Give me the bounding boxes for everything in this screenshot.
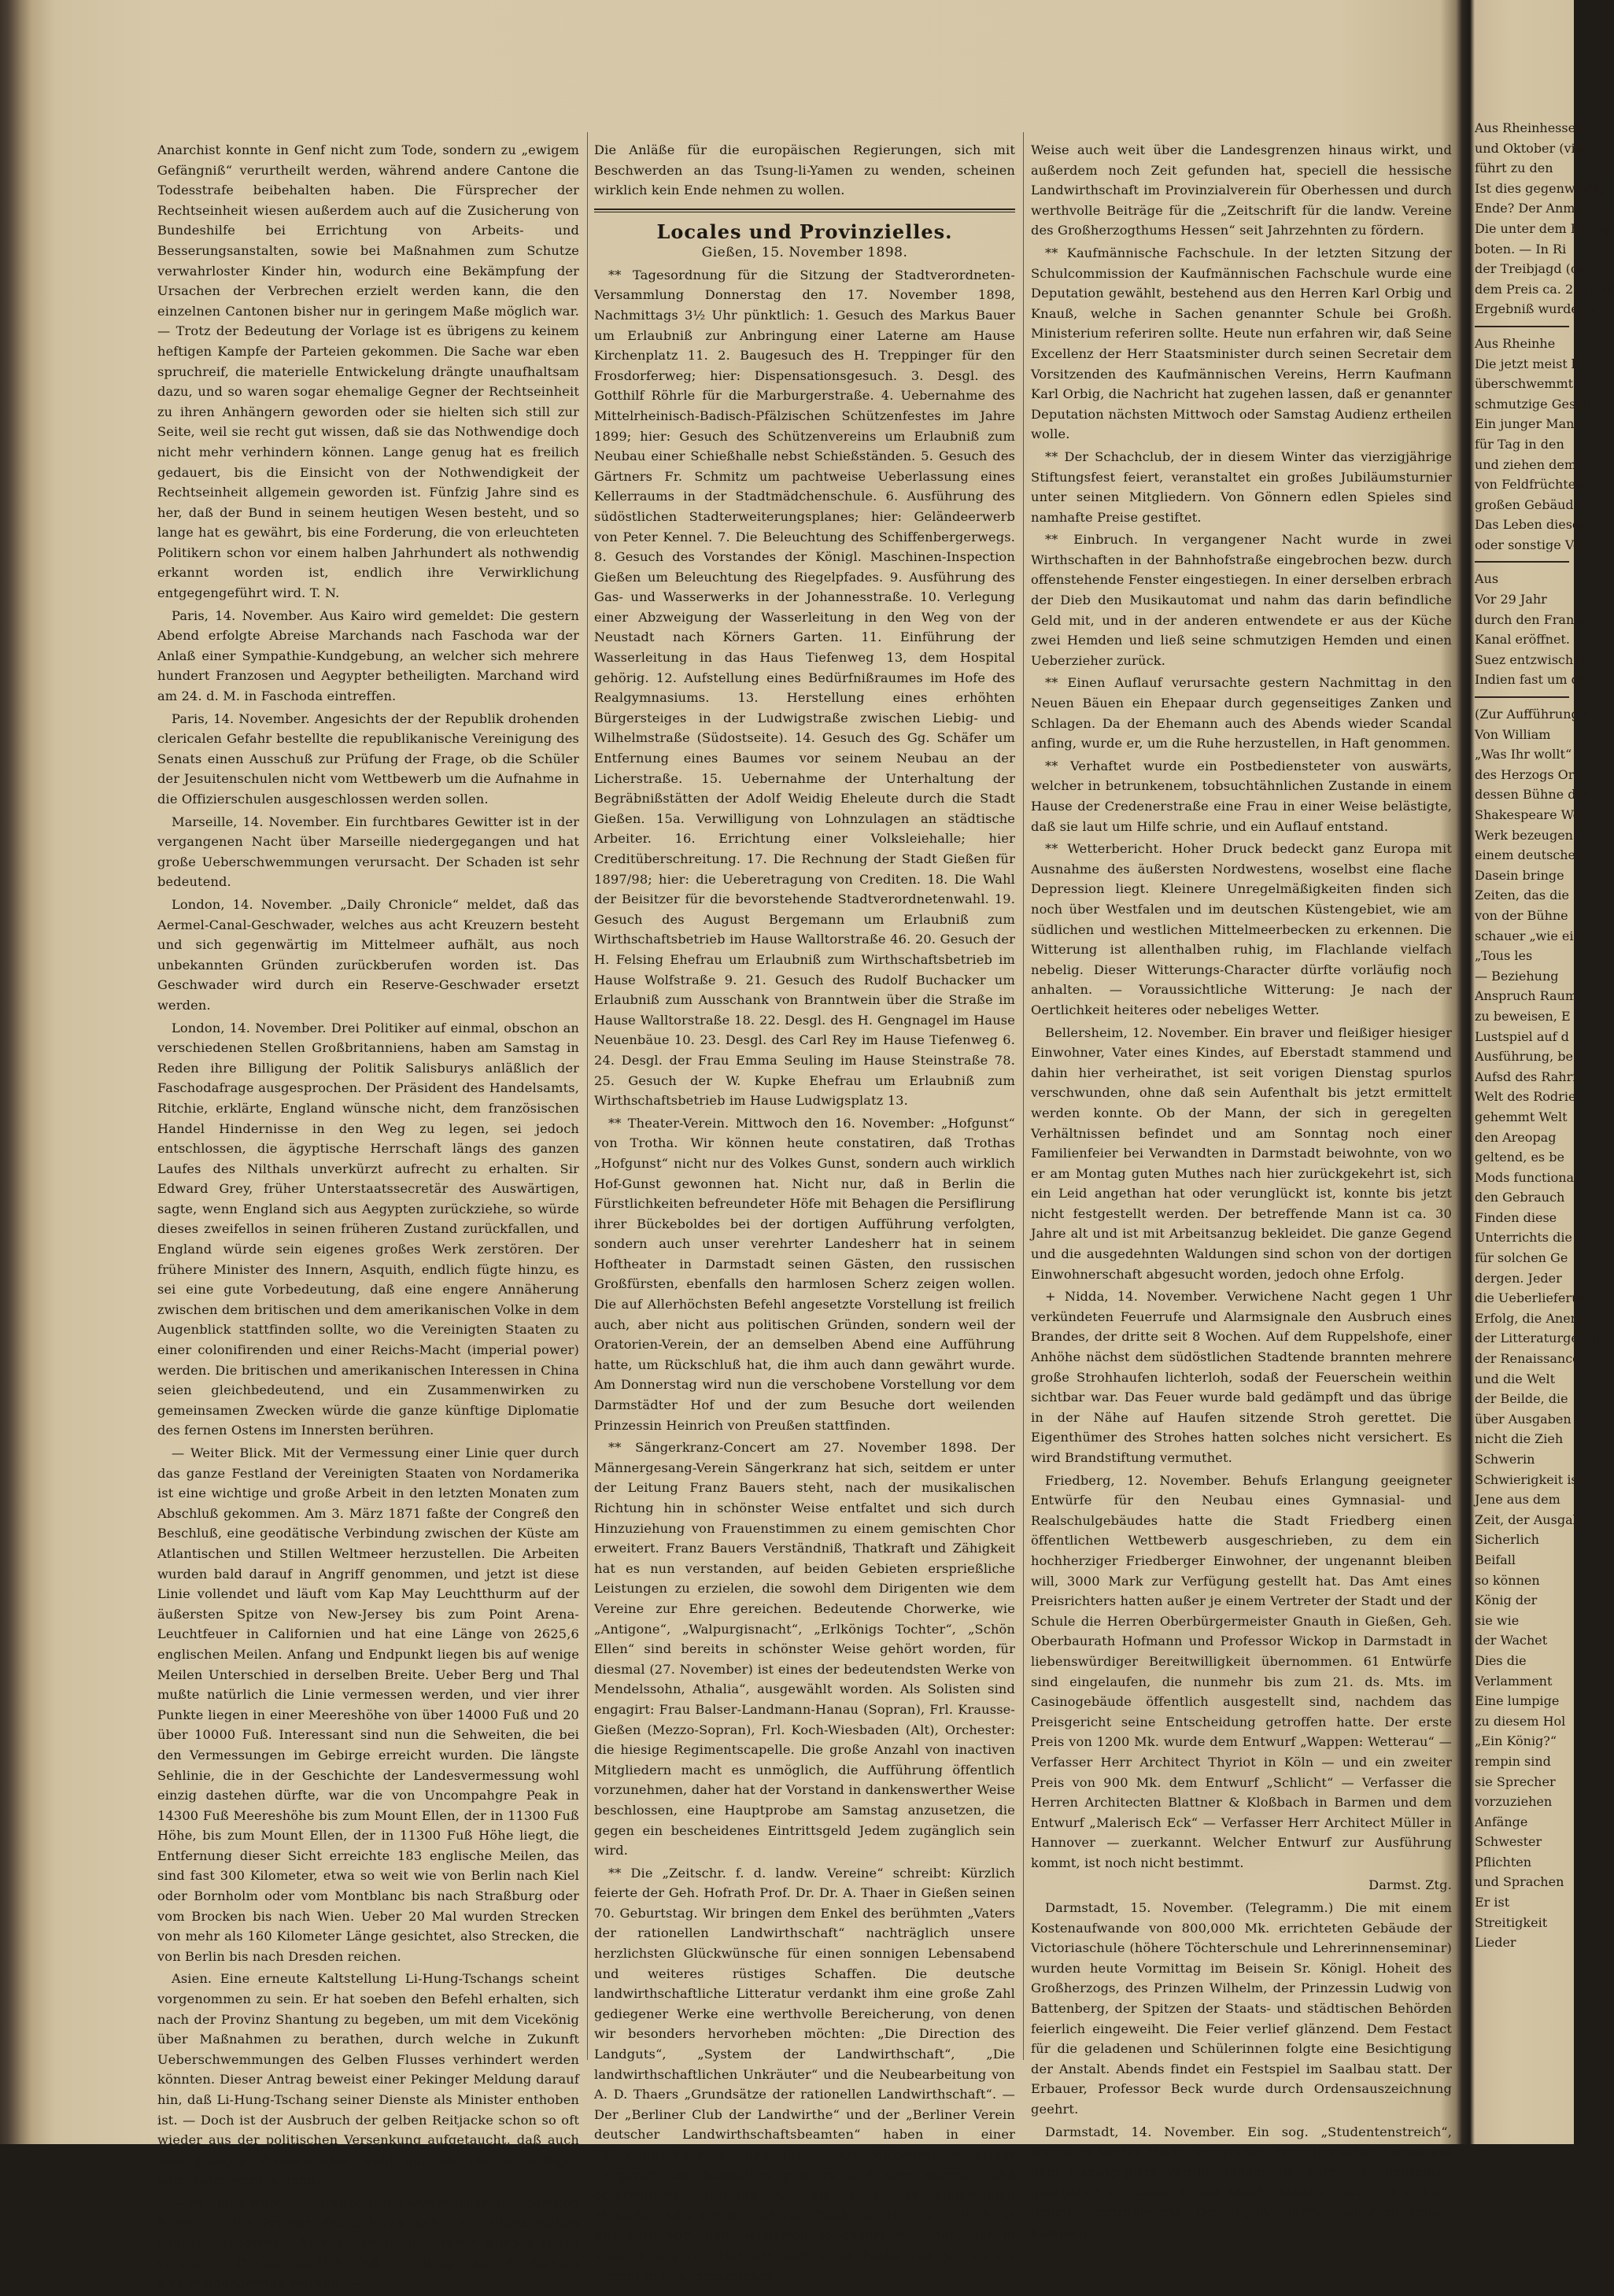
dateline: Gießen, 15. November 1898. [701, 244, 908, 260]
text-fragment: Anfänge [1475, 1814, 1528, 1829]
text-fragment: „Ein König?“ [1475, 1733, 1557, 1749]
article-paragraph: ** Einbruch. In vergangener Nacht wurde in zwei Wirthschaften in der Bahnhofstraße eingebrochen bezw. durch offenstehende Fenster eingestiegen. In einer derselben erbrach der Dieb den Musikautomat und nahm das darin befindliche Geld mit, und in der anderen entwendete er aus der Küche zwei Hemden und ließ seine schmutzigen Hemden und einen Ueberzieher zurück. [1031, 532, 1452, 668]
text-fragment: Von William [1475, 726, 1551, 742]
text-fragment: Unterrichts die [1475, 1230, 1572, 1246]
section-title: Locales und Provinzielles. [656, 220, 953, 243]
text-fragment: Dies die [1475, 1652, 1527, 1668]
adjacent-page-fragment [1475, 118, 1614, 1953]
text-fragment: der Beilde, die [1475, 1391, 1568, 1407]
text-fragment: „Tous les [1475, 948, 1533, 964]
text-fragment: Shakespeare Wert [1475, 807, 1592, 822]
column-3 [1031, 140, 1452, 2245]
text-fragment: — Beziehung [1475, 968, 1559, 984]
text-fragment: Finden diese [1475, 1209, 1557, 1225]
text-fragment: Streitigkeit [1475, 1914, 1548, 1930]
text-fragment: für Tag in den [1475, 436, 1564, 452]
article-paragraph: Paris, 14. November. Angesichts der der Republik drohenden clericalen Gefahr bestellte die republikanische Vereinigung des Senats einen Ausschuß zur Prüfung der Frage, ob die Schüler der Jesuitenschulen nicht vom Wettbewerb um die Aufnahme in die Offizierschulen ausgeschlossen werden sollen. [157, 711, 579, 807]
text-fragment: Schwierigkeit ist [1475, 1471, 1583, 1487]
text-fragment: Sicherlich [1475, 1532, 1539, 1548]
text-fragment: König der [1475, 1593, 1538, 1608]
text-fragment: von der Bühne [1475, 907, 1568, 923]
text-fragment: Kanal eröffnet. [1475, 632, 1570, 648]
article-paragraph: ** Verhaftet wurde ein Postbediensteter von auswärts, welcher in betrunkenem, tobsuchtähnlichen Zustande in einem Hause der Credenerstraße eine Frau in einer Weise belästigte, daß sie laut um Hilfe schrie, und ein Auflauf entstand. [1031, 758, 1452, 834]
text-fragment: nicht die Zieh [1475, 1431, 1564, 1447]
article-paragraph: ** Sängerkranz-Concert am 27. November 1898. Der Männergesang-Verein Sängerkranz hat sich, seitdem er unter der Leitung Franz Bauers steht, nach der musikalischen Richtung hin in schönster Weise entfaltet und sich durch Hinzuziehung von Frauenstimmen zu einem gemischten Chor erweitert. Franz Bauers Verständniß, Thatkraft und Zähigkeit hat es nun verstanden, auf beiden Gebieten ersprießliche Leistungen zu erzielen, die sowohl dem Dirigenten wie dem Vereine zur Ehre gereichen. Bedeutende Chorwerke, wie „Antigone“, „Walpurgisnacht“, „Erlkönigs Tochter“, „Schön Ellen“ sind bereits in schönster Weise gehört worden, für diesmal (27. November) ist eines der bedeutendsten Werke von Mendelssohn, Athalia“, ausgewählt worden. Als Solisten sind engagirt: Frau Balser-Landmann-Hanau (Sopran), Frl. Krausse-Gießen (Mezzo-Sopran), Frl. Koch-Wiesbaden (Alt), Orchester: die hiesige Regimentscapelle. Die große Anzahl von inactiven Mitgliedern macht es unmöglich, die Aufführung öffentlich vorzunehmen, daher hat der Vorstand in dankenswerther Weise beschlossen, eine Hauptprobe am Samstag anzusetzen, die gegen ein bescheidenes Eintrittsgeld Jedem zugänglich sein wird. [594, 1440, 1015, 1859]
text-fragment: sie Sprecher [1475, 1774, 1556, 1789]
text-fragment: schauer „wie ein [1475, 928, 1582, 943]
article-continuation: Die Anläße für die europäischen Regierungen, sich mit Beschwerden an das Tsung-li-Yamen zu wenden, scheinen wirklich kein Ende nehmen zu wollen. [594, 142, 1015, 198]
text-fragment: die Ueberlieferung [1475, 1290, 1596, 1306]
column-separator [587, 132, 588, 2060]
text-fragment: Suez entzwischen [1475, 652, 1589, 667]
text-fragment: schmutzige Gesell [1475, 396, 1591, 412]
text-fragment: dessen Bühne der [1475, 787, 1590, 803]
text-fragment: Mods functiona [1475, 1169, 1575, 1185]
text-fragment: und ziehen dem [1475, 456, 1576, 472]
text-fragment: Die jetzt meist b [1475, 356, 1580, 371]
text-fragment: überschwemmt. [1475, 376, 1578, 392]
text-fragment: des Herzogs Orsi [1475, 766, 1585, 782]
text-fragment: Ist dies gegenwärtig [1475, 180, 1606, 196]
text-fragment: Erfolg, die Anerk [1475, 1310, 1584, 1326]
article-paragraph: London, 14. November. Drei Politiker auf einmal, obschon an verschiedenen Stellen Großbritanniens, haben am Samstag in Reden ihre Billigung der Politik Salisburys anläßlich der Faschodafrage ausgesprochen. Der Präsident des Handelsamts, Ritchie, erklärte, England wünsche nicht, dem französischen Handel Hindernisse in den Weg zu legen, sei jedoch entschlossen, die ägyptische Herrschaft längs des ganzen Laufes des Nilthals unverkürzt aufrecht zu erhalten. Sir Edward Grey, früher Unterstaatssecretär des Auswärtigen, sagte, wenn England sich aus Aegypten zurückziehe, so würde dieses zweifellos in seinen früheren Zustand zurückfallen, und England würde sein eigenes großes Werk zerstören. Der frühere Minister des Innern, Asquith, endlich fügte hinzu, es sei eine gute Vorbedeutung, daß eine engere Annäherung zwischen dem britischen und dem amerikanischen Volke in dem Augenblick stattfinden sollte, wo die Vereinigten Staaten zu einer colonifirenden und einer Reichs-Macht (imperial power) werden. Die britischen und amerikanischen Interessen in China seien gleichbedeutend, und ein Zusammenwirken zu gemeinsamen Zwecken würde die ganze künftige Diplomatie des fernen Ostens im Innersten berühren. [157, 1020, 579, 1438]
column-rule [1475, 561, 1569, 563]
text-fragment: Aus Rheinhe [1475, 335, 1556, 351]
text-fragment: der Litteraturgesch [1475, 1331, 1601, 1346]
text-fragment: Werk bezeugen [1475, 827, 1573, 843]
text-fragment: führt zu den [1475, 161, 1553, 176]
column-2 [594, 140, 1015, 2288]
text-fragment: und Oktober (viel [1475, 140, 1587, 156]
article-paragraph: Asien. Eine erneute Kaltstellung Li-Hung-Tschangs scheint vorgenommen zu sein. Er hat soeben den Befehl erhalten, sich nach der Provinz Shantung zu begeben, um mit dem Vicekönig über Maßnahmen zu berathen, durch welche in Zukunft Ueberschwemmungen des Gelben Flusses verhindert werden könnten. Dieser Antrag beweist einer Pekinger Meldung darauf hin, daß Li-Hung-Tschang seiner Dienste als Minister enthoben ist. — Doch ist der Ausbruch der gelben Reitjacke schon so oft wieder aus der politischen Versenkung aufgetaucht, daß auch sein jetziges Verschwinden wohl nur als ein zeitweiliges betrachtet werden kann. [157, 1971, 579, 2188]
text-fragment: und Sprachen [1475, 1874, 1564, 1890]
text-fragment: Pflichten [1475, 1854, 1532, 1870]
text-fragment: sie wie [1475, 1612, 1520, 1628]
text-fragment: gehemmt Welt [1475, 1109, 1568, 1124]
article-paragraph: Bellersheim, 12. November. Ein braver und fleißiger hiesiger Einwohner, Vater eines Kindes, auf Eberstadt stammend und dahin hier verheirathet, ist seit vorigen Dienstag spurlos verschwunden, ohne daß sein Aufenthalt bis jetzt ermittelt werden konnte. Ob der Mann, der sich in geregelten Verhältnissen befindet und am Sonntag noch einer Familienfeier bei Verwandten in Darmstadt beiwohnte, von wo er am Montag guten Muthes nach hier zurückgekehrt ist, sich ein Leid angethan hat oder verunglückt ist, konnte bis jetzt nicht festgestellt werden. Der betreffende Mann ist ca. 30 Jahre alt und ist mit Arbeitsanzug bekleidet. Die ganze Gegend und die ausgedehnten Waldungen sind schon von der dortigen Einwohnerschaft abgesucht worden, jedoch ohne Erfolg. [1031, 1024, 1452, 1282]
text-fragment: Vor 29 Jahr [1475, 592, 1547, 607]
column-rule [1475, 696, 1569, 698]
text-fragment: den Gebrauch [1475, 1190, 1565, 1205]
article-paragraph: ** Die „Zeitschr. f. d. landw. Vereine“ schreibt: Kürzlich feierte der Geh. Hofrath Prof. Dr. Dr. A. Thaer in Gießen seinen 70. Geburtstag. Wir bringen dem Enkel des berühmten „Vaters der rationellen Landwirthschaft“ nachträglich unsere herzlichsten Glückwünsche für einen sonnigen Lebensabend und weiteres rüstiges Schaffen. Die deutsche landwirthschaftliche Litteratur verdankt ihm eine große Zahl gediegener Werke eine werthvolle Bereicherung, von denen wir besonders hervorheben möchten: „Die Direction des Landguts“, „System der Landwirthschaft“, „Die landwirthschaftlichen Unkräuter“ und die Neubearbeitung von A. D. Thaers „Grundsätze der rationellen Landwirthschaft“. — Der „Berliner Club der Landwirthe“ und der „Berliner Verein deutscher Landwirthschaftsbeamten“ haben in einer Glückwunschadresse den Jubilar als Mitbegründer dieser Corporationen besonders gefeiert und sein warmes und opferwilliges Eintreten für die Ziele der allgemeinen Menschenliebe mit besonderem Danke anerkannt. — Es freut uns aufrichtig, den Gefeierten so geehrt zu sehen, der in unserer engeren Heimath seit einer Reihe von Jahren als Dozent in so segensreicher [594, 1865, 1015, 2283]
text-fragment: „Was Ihr wollt“ [1475, 747, 1572, 762]
article-paragraph: Weise auch weit über die Landesgrenzen hinaus wirkt, und außerdem noch Zeit gefunden hat, speciell die hessische Landwirthschaft im Provinzialverein für Oberhessen und durch werthvolle Beiträge für die „Zeitschrift für die landw. Vereine des Großherzogthums Hessen“ seit Jahrzehnten zu fördern. [1031, 142, 1452, 238]
text-fragment: großen Gebäuder [1475, 496, 1587, 512]
article-paragraph: ** Theater-Verein. Mittwoch den 16. November: „Hofgunst“ von Trotha. Wir können heute constatiren, daß Trothas „Hofgunst“ nicht nur des Volkes Gunst, sondern auch wirklich Hof-Gunst gewonnen hat. Nicht nur, daß in Berlin die Fürstlichkeiten befreundeter Höfe mit Behagen die Persiflirung ihrer Bückeboldes bei der dortigen Aufführung verfolgten, sondern auch unser verehrter Landesherr hat in seinem Hoftheater in Darmstadt seinen Gästen, den russischen Großfürsten, ebenfalls den harmlosen Scherz zeigen wollen. Die auf Allerhöchsten Befehl angesetzte Vorstellung ist freilich auch, aber nicht aus politischen Gründen, sondern weil der Oratorien-Verein, der an demselben Abend eine Aufführung hatte, um Rückschluß hat, die ihm auch dann gewährt wurde. Am Donnerstag wird nun die verschobene Vorstellung vor dem Darmstädter Hof und der zum Besuche dort weilenden Prinzessin Heinrich von Preußen stattfinden. [594, 1115, 1015, 1433]
text-fragment: Zeiten, das die [1475, 888, 1569, 903]
text-fragment: vorzuziehen [1475, 1794, 1553, 1810]
text-fragment: Das Leben dieser [1475, 517, 1586, 533]
article-paragraph: ** Tagesordnung für die Sitzung der Stadtverordneten-Versammlung Donnerstag den 17. November 1898, Nachmittags 3½ Uhr pünktlich: 1. Gesuch des Markus Bauer um Erlaubniß zur Anbringung einer Laterne am Hause Kirchenplatz 11. 2. Baugesuch des H. Treppinger für den Frosdorferweg; hier: Dispensationsgesuch. 3. Desgl. des Gotthilf Röhrle für die Marburgerstraße. 4. Uebernahme des Mittelrheinisch-Badisch-Pfälzischen Schützenfestes im Jahre 1899; hier: Gesuch des Schützenvereins um Erlaubniß zum Neubau einer Schießhalle nebst Schießständen. 5. Gesuch des Gärtners Fr. Schmitz um pachtweise Ueberlassung eines Kellerraums in der Stadtmädchenschule. 6. Ausführung des südöstlichen Stadterweiterungsplanes; hier: Geländeerwerb von Peter Kennel. 7. Die Beleuchtung des Schiffenbergerwegs. 8. Gesuch des Vorstandes der Königl. Maschinen-Inspection Gießen um Beleuchtung des Riegelpfades. 9. Ausführung des Gas- und Wasserwerks in der Johannesstraße. 10. Verlegung einer Abzweigung der Wasserleitung in den Weg von der Neustadt nach Körners Garten. 11. Einführung der Wasserleitung in das Haus Tiefenweg 13, dem Hospital gehörig. 12. Aufstellung eines Bedürfnißraumes im Hofe des Realgymnasiums. 13. Herstellung eines erhöhten Bürgersteiges in der Ludwigstraße zwischen Liebig- und Wilhelmstraße (Südostseite). 14. Gesuch des Gg. Schäfer um Entfernung eines Baumes vor seinem Neubau an der Licherstraße. 15. Uebernahme der Unterhaltung der Begräbnißstätten der Adolf Weidig Eheleute durch die Stadt Gießen. 15a. Verwilligung von Lohnzulagen an städtische Arbeiter. 16. Errichtung einer Volksleiehalle; hier Creditüberschreitung. 17. Die Rechnung der Stadt Gießen für 1897/98; hier: die Ueberetragung von Crediten. 18. Die Wahl der Beisitzer für die bevorstehende Stadtverordnetenwahl. 19. Gesuch des August Bergemann um Erlaubniß zum Wirthschaftsbetrieb im Hause Walltorstraße 46. 20. Gesuch der H. Felsing Ehefrau um Erlaubniß zum Wirthschaftsbetrieb im Hause Wolfstraße 9. 21. Gesuch des Rudolf Buchacker um Erlaubniß zum Ausschank von Branntwein über die Straße im Hause Walltorstraße 18. 22. Desgl. des H. Gengnagel im Hause Neuenbäue 10. 23. Desgl. des Carl Rey im Hause Tiefenweg 6. 24. Desgl. der Frau Emma Seuling im Hause Steinstraße 78. 25. Gesuch der W. Kupke Ehefrau um Erlaubniß zum Wirthschaftsbetrieb im Hause Ludwigsplatz 13. [594, 267, 1015, 1109]
text-fragment: dem Preis ca. 2000 M [1475, 281, 1614, 297]
text-fragment: Verlamment [1475, 1673, 1553, 1689]
article-paragraph: — In China wurde die französische wissenschaftliche Mission Bonin in der Provinz Sze-tschwan nahe der tibetanischen Grenze angegriffen. Vier annamitische Träger wurden leicht verwundet. Die an dem Ueberfall schuldtragenden Mandarinen sind festgenommen worden. — [157, 2194, 579, 2291]
text-fragment: Lustspiel auf d [1475, 1028, 1569, 1044]
text-fragment: von Feldfrüchten [1475, 477, 1584, 493]
column-separator [1023, 132, 1024, 2060]
article-paragraph: Marseille, 14. November. Ein furchtbares Gewitter ist in der vergangenen Nacht über Marseille niedergegangen und hat große Ueberschwemmungen verursacht. Der Schaden ist sehr bedeutend. [157, 814, 579, 890]
text-fragment: Indien fast um die [1475, 672, 1591, 688]
article-paragraph: ** Kaufmännische Fachschule. In der letzten Sitzung der Schulcommission der Kaufmännischen Fachschule wurde eine Deputation gewählt, bestehend aus den Herren Karl Orbig und Knauß, welche in Sachen genannter Schule bei Großh. Ministerium referiren sollte. Heute nun erfahren wir, daß Seine Excellenz der Herr Staatsminister durch seinen Secretair dem Vorsitzenden des Kaufmännischen Vereins, Herrn Kaufmann Karl Orbig, die Nachricht hat zugehen lassen, daß er genannter Deputation nächsten Mittwoch oder Samstag Audienz ertheilen wolle. [1031, 245, 1452, 442]
text-fragment: Ende? Der Anmeld [1475, 201, 1595, 216]
text-fragment: so können [1475, 1572, 1540, 1588]
article-paragraph: Darmstadt, 15. November. (Telegramm.) Die mit einem Kostenaufwande von 800,000 Mk. errichteten Gebäude der Victoriaschule (höhere Töchterschule und Lehrerinnenseminar) wurden heute Vormittag im Beisein Sr. Königl. Hoheit des Großherzogs, des Prinzen Wilhelm, der Prinzessin Ludwig von Battenberg, der Spitzen der Staats- und städtischen Behörden feierlich eingeweiht. Die Feier verlief glänzend. Dem Festact für die geladenen und Schülerinnen folgte eine Besichtigung der Anstalt. Abends findet ein Festspiel im Saalbau statt. Der Erbauer, Professor Beck wurde durch Ordensauszeichnung geehrt. [1031, 1900, 1452, 2117]
text-fragment: Beifall [1475, 1552, 1516, 1567]
column-1 [157, 140, 579, 2296]
article-paragraph: Darmstadt, 14. November. Ein sog. „Studentenstreich“, wurde in letzter Nacht am großen Arnheiter'schen Laden auf dem Ludwigsplatz verübt, indem ein Karren in denselben geschoben und dieser in den Abschlußladen geschoben und die Scheibe zertrümmerte. Der „Spaß“ dürfte theuer zu stehen kommen. [1031, 2124, 1452, 2240]
text-fragment: Lieder [1475, 1935, 1516, 1951]
article-paragraph: Anarchist konnte in Genf nicht zum Tode, sondern zu „ewigem Gefängniß“ verurtheilt werden, während andere Cantone die Todesstrafe beibehalten haben. Die Fürsprecher der Rechtseinheit wiesen außerdem auch auf die Zusicherung von Bundeshilfe bei Errichtung von Arbeits- und Besserungsanstalten, sowie bei Maßnahmen zum Schutze verwahrloster Kinder hin, wodurch eine Bekämpfung der Ursachen der Verbrechen erzielt werden kann, die den einzelnen Cantonen bisher nur in geringem Maße möglich war. — Trotz der Bedeutung der Vorlage ist es übrigens zu keinem heftigen Kampfe der Parteien gekommen. Die Sache war eben spruchreif, die materielle Entwickelung drängte unaufhaltsam dazu, und so waren sogar ehemalige Gegner der Rechtseinheit zu ihren Anhängern geworden oder sie hielten sich still zur Seite, weil sie recht gut wissen, daß sie das Nothwendige doch nicht mehr verhindern können. Lange genug hat es freilich gedauert, bis die Einsicht von der Nothwendigkeit der Rechtseinheit allgemein geworden ist. Fünfzig Jahre sind es her, daß der Bund in seinem heutigen Wesen besteht, und so lange hat es gewährt, bis eine Forderung, die von erleuchteten Politikern schon vor einem halben Jahrhundert als nothwendig erkannt worden ist, endlich ihre Verwirklichung entgegengeführt wird. T. N. [157, 142, 579, 601]
text-fragment: durch den Franzos [1475, 611, 1595, 627]
article-paragraph: ** Einen Auflauf verursachte gestern Nachmittag in den Neuen Bäuen ein Ehepaar durch gegenseitiges Zanken und Schlagen. Da der Ehemann auch des Abends wieder Scandal anfing, wurde er, um die Ruhe herzustellen, in Haft genommen. [1031, 675, 1452, 751]
article-paragraph: ** Wetterbericht. Hoher Druck bedeckt ganz Europa mit Ausnahme des äußersten Nordwestens, woselbst eine flache Depression liegt. Kleinere Unregelmäßigkeiten finden sich noch über Westfalen und im deutschen Küstengebiet, wie am südlichen und westlichen Mittelmeerbecken zu erkennen. Die Witterung ist allenthalben ruhig, im Flachlande vielfach nebelig. Dieser Witterungs-Character dürfte vorläufig noch anhalten. — Voraussichtliche Witterung: Je nach der Oertlichkeit heiteres oder nebeliges Wetter. [1031, 841, 1452, 1017]
text-fragment: oder sonstige Vol [1475, 537, 1585, 552]
text-fragment: der Treibjagd (ca [1475, 261, 1586, 277]
article-paragraph: + Nidda, 14. November. Verwichene Nacht gegen 1 Uhr verkündeten Feuerrufe und Alarmsignale den Ausbruch eines Brandes, der dritte seit 8 Wochen. Auf dem Ruppelshofe, einer Anhöhe nächst dem südöstlichen Stadtende brannten mehrere große Strohhaufen lichterloh, sodaß der Feuerschein weithin sichtbar war. Das Feuer wurde bald gedämpft und das übrige in der Nähe auf Haufen sitzende Stroh gerettet. Die Eigenthümer des Strohes hatten solches nicht versichert. Es wird Brandstiftung vermuthet. [1031, 1289, 1452, 1465]
text-fragment: Ergebniß wurde in [1475, 301, 1595, 317]
text-fragment: Aus Rheinhessen [1475, 120, 1584, 135]
column-rule [1475, 326, 1569, 327]
text-fragment: Aus [1475, 571, 1499, 587]
text-fragment: der Renaissance [1475, 1351, 1580, 1367]
text-fragment: Ein junger Mann [1475, 416, 1583, 432]
section-rule [594, 209, 1015, 212]
text-fragment: Eine lumpige [1475, 1693, 1560, 1709]
text-fragment: Aufsd des Rahrie [1475, 1069, 1584, 1084]
text-fragment: Anspruch Raum [1475, 988, 1578, 1004]
text-fragment: Schwerin [1475, 1452, 1535, 1467]
column-2-body [594, 265, 1015, 2286]
article-paragraph: Darmst. Ztg. [1368, 1877, 1452, 1893]
text-fragment: (Zur Aufführung de [1475, 707, 1599, 722]
text-fragment: für solchen Ge [1475, 1250, 1568, 1266]
text-fragment: rempin sind [1475, 1753, 1551, 1769]
text-fragment: zu diesem Hol [1475, 1713, 1566, 1729]
text-fragment: einem deutschen [1475, 847, 1584, 863]
text-fragment: Jene aus dem [1475, 1492, 1560, 1508]
text-fragment: Schwester [1475, 1834, 1542, 1850]
text-fragment: Zeit, der Ausgab [1475, 1512, 1581, 1527]
article-paragraph: ** Der Schachclub, der in diesem Winter das vierzigjährige Stiftungsfest feiert, veranstaltet ein großes Jubiläumsturnier unter seinen Mitgliedern. Von Gönnern edlen Spieles sind namhafte Preise gestiftet. [1031, 448, 1452, 525]
article-paragraph: Paris, 14. November. Aus Kairo wird gemeldet: Die gestern Abend erfolgte Abreise Marchands nach Faschoda war der Anlaß einer Sympathie-Kundgebung, an welcher sich mehrere hundert Franzosen und Aegypter betheiligten. Marchand wird am 24. d. M. in Faschoda eintreffen. [157, 607, 579, 704]
text-fragment: und die Welt [1475, 1371, 1556, 1386]
text-fragment: Er ist [1475, 1895, 1510, 1910]
article-paragraph: — Weiter Blick. Mit der Vermessung einer Linie quer durch das ganze Festland der Vereinigten Staaten von Nordamerika ist eine wichtige und große Arbeit in den letzten Monaten zum Abschluß gekommen. Am 3. März 1871 faßte der Congreß den Beschluß, eine geodätische Verbindung zwischen der Küste am Atlantischen und Stillen Weltmeer herzustellen. Die Arbeiten wurden bald darauf in Angriff genommen, und jetzt ist diese Linie vollendet und läuft vom Kap May Leuchtthurm auf der äußersten Spitze von New-Jersey bis zum Point Arena-Leuchtfeuer in Californien und hat eine Länge von 2625,6 englischen Meilen. Anfang und Endpunkt liegen bis auf wenige Meilen Unterschied in derselben Breite. Ueber Berg und Thal mußte natürlich die Linie vermessen werden, und vier ihrer Punkte liegen in einer Meereshöhe von über 14000 Fuß und 20 über 10000 Fuß. Interessant sind nun die Sehweiten, die bei den Vermessungen im Gebirge erreicht wurden. Die längste Sehlinie, die in der Geschichte der Landesvermessung wohl einzig dastehen dürfte, war die von Uncompahgre Peak in 14300 Fuß Meereshöhe bis zum Mount Ellen, der in 11300 Fuß Höhe, bis zum Mount Ellen, der in 11300 Fuß Höhe liegt, die Entfernung dieser Sicht erreichte 183 englische Meilen, das sind fast 300 Kilometer, etwa so weit wie von Berlin nach Kiel oder Bornholm oder vom Montblanc bis nach Straßburg oder vom Brocken bis nach Wien. Ueber 20 Mal wurden Strecken von mehr als 160 Kilometer Länge gesichtet, also Strecken, die von Berlin bis nach Dresden reichen. [157, 1445, 579, 1964]
article-paragraph: London, 14. November. „Daily Chronicle“ meldet, daß das Aermel-Canal-Geschwader, welches aus acht Kreuzern besteht und sich gegenwärtig im Mittelmeer aufhält, aus noch unbekannten Gründen zurückberufen worden ist. Das Geschwader wird durch ein Reserve-Geschwader ersetzt werden. [157, 896, 579, 1013]
text-fragment: geltend, es be [1475, 1150, 1564, 1165]
text-fragment: zu beweisen, E [1475, 1008, 1571, 1024]
text-fragment: Welt des Rodrie [1475, 1089, 1576, 1105]
text-fragment: Ausführung, be [1475, 1049, 1573, 1065]
text-fragment: Die unter dem Bezug [1475, 220, 1610, 236]
text-fragment: über Ausgaben [1475, 1411, 1572, 1427]
text-fragment: dergen. Jeder [1475, 1270, 1562, 1286]
article-paragraph: Friedberg, 12. November. Behufs Erlangung geeigneter Entwürfe für den Neubau eines Gymnasial- und Realschulgebäudes hatte die Stadt Friedberg einen öffentlichen Wettbewerb ausgeschrieben, zu dem ein hochherziger Friedberger Einwohner, der ungenannt bleiben will, 3000 Mark zur Verfügung gestellt hat. Das Amt eines Preisrichters hatten außer je einem Vertreter der Stadt und der Schule die Herren Oberbürgermeister Gnauth in Gießen, Geh. Oberbaurath Hofmann und Professor Wickop in Darmstadt in liebenswürdiger Bereitwilligkeit übernommen. 61 Entwürfe sind eingelaufen, die nunmehr bis zum 21. ds. Mts. im Casinogebäude öffentlich ausgestellt sind, nachdem das Preisgericht seine Entscheidung getroffen hatte. Der erste Preis von 1200 Mk. wurde dem Entwurf „Wappen: Wetterau“ — Verfasser Herr Architect Thyriot in Köln — und ein zweiter Preis von 900 Mk. dem Entwurf „Schlicht“ — Verfasser die Herren Architecten Blattner & Kloßbach in Barmen und dem Entwurf „Malerisch Eck“ — Verfasser Herr Architect Müller in Hannover — zuerkannt. Welcher Entwurf zur Ausführung kommt, ist noch nicht bestimmt. [1031, 1472, 1452, 1870]
text-fragment: boten. — In Ri [1475, 241, 1567, 257]
text-fragment: der Wachet [1475, 1633, 1548, 1648]
text-fragment: den Areopag [1475, 1129, 1557, 1145]
text-fragment: Dasein bringe [1475, 867, 1564, 883]
